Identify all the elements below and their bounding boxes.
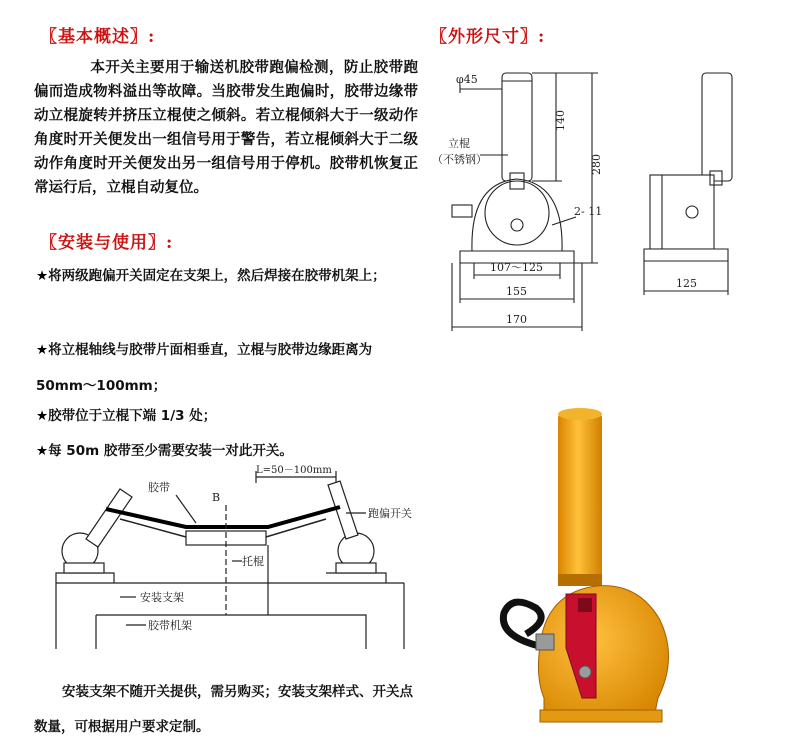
label-range: 107～125 (490, 261, 543, 274)
label-side-width: 125 (676, 277, 697, 290)
label-switch: 跑偏开关 (368, 507, 412, 520)
label-height-140: 140 (554, 110, 567, 131)
label-diameter: φ45 (456, 73, 478, 86)
label-roller: 立棍 (448, 137, 470, 150)
product-photo (478, 398, 698, 730)
install-step-3 (36, 398, 416, 434)
closing-note (34, 675, 424, 745)
label-distance: L=50－100mm (256, 465, 332, 476)
step-text: 胶带位于立棍下端 1/3 处； (48, 408, 217, 424)
label-idler: 托棍 (242, 555, 264, 568)
star-icon: ★ (36, 268, 49, 284)
dimensions-heading: 〖外形尺寸〗: (430, 27, 546, 47)
overview-paragraph: 本开关主要用于输送机胶带跑偏检测，防止胶带跑偏而造成物料溢出等故障。当胶带发生跑偏时，胶带边缘带动立棍旋转并挤压立棍使之倾斜。若立棍倾斜大于一级动作角度时开关便发出一组信号用于警告，若立棍倾斜大于二级动作角度时开关便发出另一组信号用于停机。胶带机恢复正常运行后，立棍自动复位。 (34, 59, 418, 196)
step-text: 每 50m 胶带至少需要安装一对此开关。 (48, 443, 293, 459)
label-bracket: 安装支架 (140, 591, 184, 604)
install-step-4 (36, 433, 416, 469)
star-icon: ★ (36, 342, 49, 358)
step-text: 将立棍轴线与胶带片面相垂直，立棍与胶带边缘距离为 50mm～100mm； (36, 342, 373, 394)
label-point-b: B (212, 491, 221, 504)
install-step-2 (36, 332, 416, 404)
overview-heading: 〖基本概述〗: (40, 27, 156, 47)
install-heading: 〖安装与使用〗: (40, 233, 174, 253)
label-holes: 2- 11 (574, 205, 603, 218)
star-icon: ★ (36, 408, 49, 424)
closing-text: 安装支架不随开关提供，需另购买；安装支架样式、开关点数量，可根据用户要求定制。 (34, 684, 413, 735)
installation-diagram (36, 465, 424, 665)
dimension-drawing (430, 55, 800, 345)
overview-text (34, 56, 418, 200)
label-frame: 胶带机架 (148, 619, 192, 632)
label-width-170: 170 (506, 313, 527, 326)
label-belt: 胶带 (148, 481, 170, 494)
install-step-1 (36, 258, 416, 294)
label-width-155: 155 (506, 285, 527, 298)
star-icon: ★ (36, 443, 49, 459)
label-roller-material: （不锈钢） (432, 153, 487, 166)
label-height-280: 280 (590, 154, 603, 175)
step-text: 将两级跑偏开关固定在支架上，然后焊接在胶带机架上； (48, 268, 386, 284)
